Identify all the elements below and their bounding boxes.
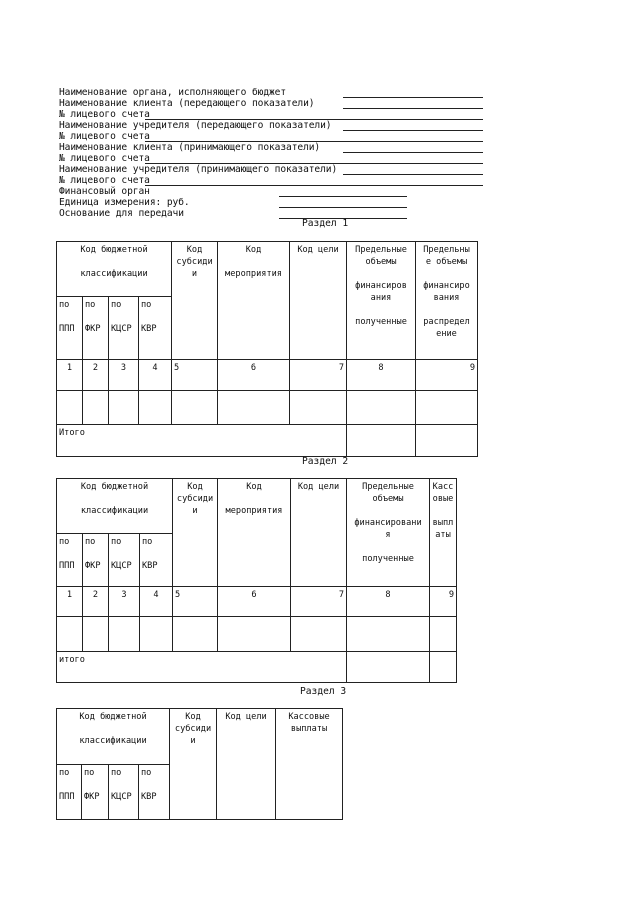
blank-line bbox=[343, 152, 483, 153]
header-line-client-send: Наименование клиента (передающего показатели) bbox=[59, 98, 315, 109]
header-line-account-1: № лицевого счета bbox=[59, 109, 150, 120]
empty-cell bbox=[430, 617, 457, 652]
column-number: 7 bbox=[291, 587, 347, 617]
column-number: 2 bbox=[83, 587, 109, 617]
blank-line bbox=[145, 163, 483, 164]
blank-line bbox=[343, 130, 483, 131]
header-line-agency: Наименование органа, исполняющего бюджет bbox=[59, 87, 287, 98]
header-line-founder-recv: Наименование учредителя (принимающего показатели) bbox=[59, 164, 338, 175]
column-number: 5 bbox=[172, 360, 218, 391]
column-number: 1 bbox=[57, 587, 83, 617]
column-number: 3 bbox=[109, 587, 140, 617]
kcsr-subheader: по КЦСР bbox=[109, 765, 139, 820]
empty-cell bbox=[291, 617, 347, 652]
total-row bbox=[57, 425, 478, 457]
column-number: 2 bbox=[83, 360, 109, 391]
limits-distributed-header: Предельны е объемы финансиро вания распредел ение bbox=[416, 242, 478, 360]
empty-cell bbox=[140, 617, 173, 652]
header-line-account-3: № лицевого счета bbox=[59, 153, 150, 164]
empty-cell bbox=[218, 391, 290, 425]
column-number: 6 bbox=[218, 587, 291, 617]
blank-line bbox=[343, 174, 483, 175]
column-number: 9 bbox=[430, 587, 457, 617]
section-2-table bbox=[56, 478, 457, 683]
budget-classification-header: Код бюджетной классификации bbox=[57, 479, 173, 534]
header-line-finance-body: Финансовый орган bbox=[59, 186, 150, 197]
kvr-subheader: по КВР bbox=[139, 765, 170, 820]
event-code-header: Код мероприятия bbox=[218, 479, 291, 587]
cash-payments-header: Кассовые выплаты bbox=[276, 709, 343, 820]
column-number: 1 bbox=[57, 360, 83, 391]
kcsr-subheader: по КЦСР bbox=[109, 297, 139, 360]
event-code-header: Код мероприятия bbox=[218, 242, 290, 360]
total-label: Итого bbox=[57, 425, 347, 457]
column-number: 9 bbox=[416, 360, 478, 391]
empty-cell bbox=[218, 617, 291, 652]
column-number: 4 bbox=[140, 587, 173, 617]
ppp-subheader: по ППП bbox=[57, 297, 83, 360]
limits-received-header: Предельные объемы финансиров ания полученные bbox=[347, 242, 416, 360]
column-number: 7 bbox=[290, 360, 347, 391]
empty-cell bbox=[109, 617, 140, 652]
column-number: 8 bbox=[347, 360, 416, 391]
ppp-subheader: по ППП bbox=[57, 534, 83, 587]
header-line-account-4: № лицевого счета bbox=[59, 175, 150, 186]
empty-cell bbox=[290, 391, 347, 425]
empty-cell bbox=[173, 617, 218, 652]
empty-cell bbox=[109, 391, 139, 425]
section-title-3: Раздел 3 bbox=[300, 686, 347, 697]
empty-cell bbox=[347, 425, 416, 457]
goal-code-header: Код цели bbox=[290, 242, 347, 360]
goal-code-header: Код цели bbox=[217, 709, 276, 820]
blank-line bbox=[145, 119, 483, 120]
column-number: 3 bbox=[109, 360, 139, 391]
subsidy-code-header: Код субсиди и bbox=[172, 242, 218, 360]
kvr-subheader: по КВР bbox=[140, 534, 173, 587]
column-number: 8 bbox=[347, 587, 430, 617]
column-number: 6 bbox=[218, 360, 290, 391]
blank-line bbox=[279, 196, 407, 197]
fkr-subheader: по ФКР bbox=[83, 297, 109, 360]
header-line-client-recv: Наименование клиента (принимающего показатели) bbox=[59, 142, 321, 153]
ppp-subheader: по ППП bbox=[57, 765, 82, 820]
section-3-table bbox=[56, 708, 343, 820]
kcsr-subheader: по КЦСР bbox=[109, 534, 140, 587]
limits-received-header: Предельные объемы финансировани я полученные bbox=[347, 479, 430, 587]
goal-code-header: Код цели bbox=[291, 479, 347, 587]
blank-line bbox=[343, 108, 483, 109]
empty-cell bbox=[139, 391, 172, 425]
fkr-subheader: по ФКР bbox=[82, 765, 109, 820]
section-title-1: Раздел 1 bbox=[302, 218, 349, 229]
blank-line bbox=[145, 185, 483, 186]
empty-cell bbox=[83, 391, 109, 425]
empty-cell bbox=[416, 425, 478, 457]
empty-cell bbox=[83, 617, 109, 652]
total-label: итого bbox=[57, 652, 347, 683]
header-line-unit: Единица измерения: руб. bbox=[59, 197, 190, 208]
header-line-basis: Основание для передачи bbox=[59, 208, 184, 219]
table-row bbox=[57, 617, 457, 652]
empty-cell bbox=[416, 391, 478, 425]
section-title-2: Раздел 2 bbox=[302, 456, 349, 467]
column-number: 4 bbox=[139, 360, 172, 391]
subsidy-code-header: Код субсиди и bbox=[170, 709, 217, 820]
blank-line bbox=[279, 207, 407, 208]
empty-cell bbox=[57, 617, 83, 652]
empty-cell bbox=[57, 391, 83, 425]
blank-line bbox=[343, 97, 483, 98]
blank-line bbox=[145, 141, 483, 142]
cash-payments-header: Кассовые выплаты bbox=[430, 479, 457, 587]
empty-cell bbox=[430, 652, 457, 683]
fkr-subheader: по ФКР bbox=[83, 534, 109, 587]
kvr-subheader: по КВР bbox=[139, 297, 172, 360]
budget-classification-header: Код бюджетной классификации bbox=[57, 242, 172, 297]
budget-classification-header: Код бюджетной классификации bbox=[57, 709, 170, 765]
total-row bbox=[57, 652, 457, 683]
empty-cell bbox=[347, 652, 430, 683]
empty-cell bbox=[172, 391, 218, 425]
subsidy-code-header: Код субсиди и bbox=[173, 479, 218, 587]
header-line-founder-send: Наименование учредителя (передающего показатели) bbox=[59, 120, 332, 131]
header-line-account-2: № лицевого счета bbox=[59, 131, 150, 142]
column-number: 5 bbox=[173, 587, 218, 617]
empty-cell bbox=[347, 391, 416, 425]
empty-cell bbox=[347, 617, 430, 652]
section-1-table bbox=[56, 241, 478, 457]
table-row bbox=[57, 391, 478, 425]
